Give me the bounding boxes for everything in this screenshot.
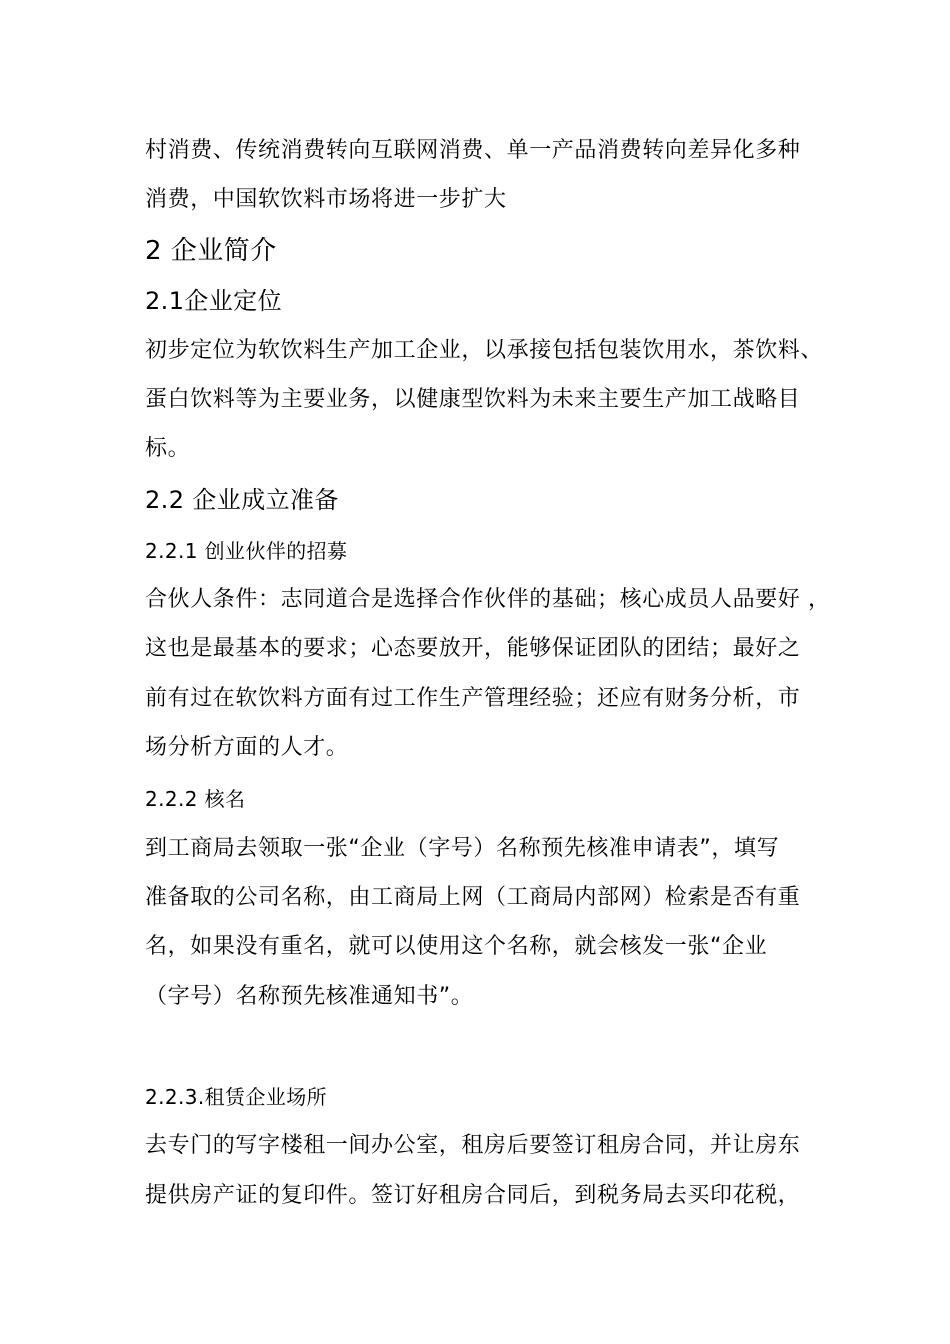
paragraph-line: 这也是最基本的要求；心态要放开，能够保证团队的团结；最好之 bbox=[145, 636, 801, 661]
paragraph-line: 准备取的公司名称，由工商局上网（工商局内部网）检索是否有重 bbox=[145, 885, 801, 910]
paragraph-line: （字号）名称预先核准通知书”。 bbox=[145, 984, 474, 1009]
paragraph-line: 初步定位为软饮料生产加工企业，以承接包括包装饮用水，茶饮料、 bbox=[145, 338, 824, 363]
paragraph-line: 提供房产证的复印件。签订好租房合同后，到税务局去买印花税， bbox=[145, 1183, 801, 1208]
paragraph-line: 村消费、传统消费转向互联网消费、单一产品消费转向差异化多种 bbox=[145, 138, 801, 163]
paragraph-line: 合伙人条件：志同道合是选择合作伙伴的基础；核心成员人品要好 ， bbox=[145, 587, 831, 612]
paragraph-line: 消费，中国软饮料市场将进一步扩大 bbox=[145, 187, 507, 212]
section-heading-2-2-2: 2.2.2 核名 bbox=[145, 787, 246, 811]
paragraph-line: 场分析方面的人才。 bbox=[145, 735, 349, 760]
paragraph-line: 到工商局去领取一张“企业（字号）名称预先核准申请表”，填写 bbox=[145, 836, 780, 861]
section-heading-2-2-1: 2.2.1 创业伙伴的招募 bbox=[145, 539, 348, 563]
paragraph-line: 前有过在软饮料方面有过工作生产管理经验；还应有财务分析，市 bbox=[145, 686, 801, 711]
paragraph-line: 去专门的写字楼租一间办公室，租房后要签订租房合同，并让房东 bbox=[145, 1133, 801, 1158]
paragraph-line: 名，如果没有重名，就可以使用这个名称，就会核发一张“企业 bbox=[145, 934, 768, 959]
section-heading-2: 2 企业简介 bbox=[145, 236, 277, 266]
paragraph-line: 标。 bbox=[145, 436, 191, 461]
section-heading-2-2-3: 2.2.3.租赁企业场所 bbox=[145, 1085, 328, 1109]
paragraph-line: 蛋白饮料等为主要业务，以健康型饮料为未来主要生产加工战略目 bbox=[145, 387, 801, 412]
section-heading-2-2: 2.2 企业成立准备 bbox=[145, 486, 339, 514]
section-heading-2-1: 2.1企业定位 bbox=[145, 287, 282, 315]
